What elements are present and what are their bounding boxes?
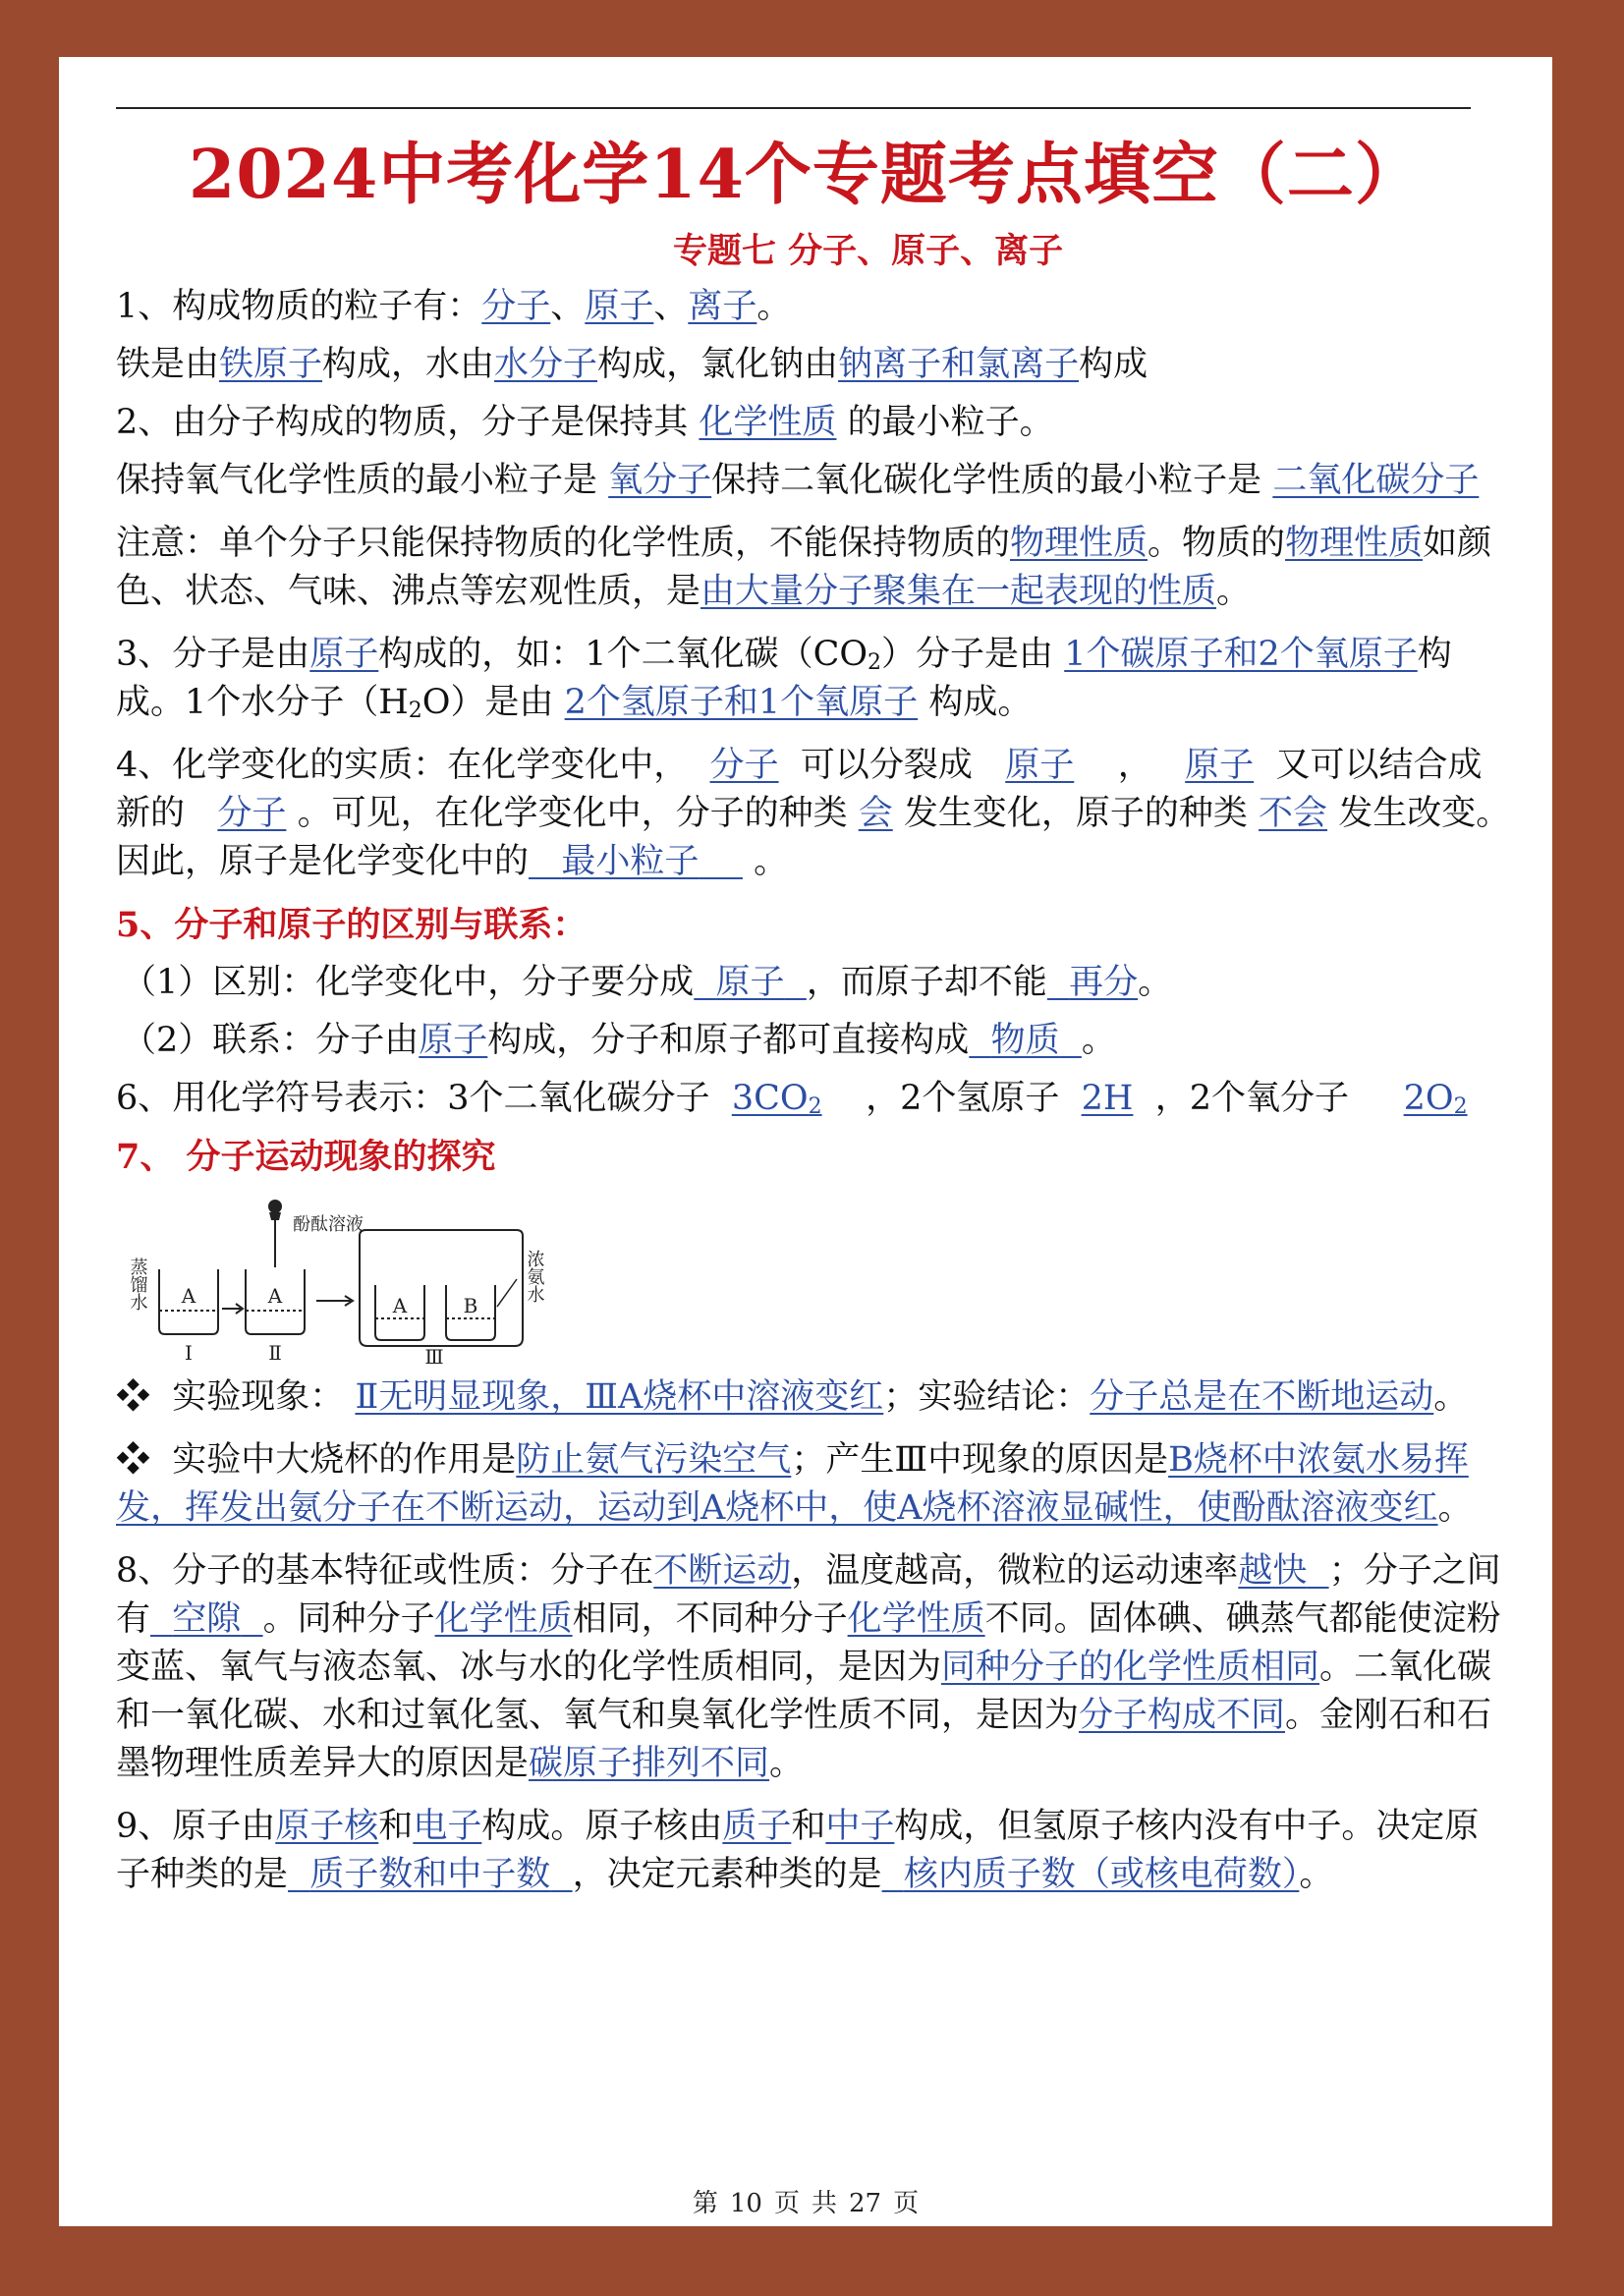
answer: 分子 — [481, 287, 551, 326]
answer-text: 原子 — [715, 963, 785, 1002]
answer: 物理性质 — [1285, 524, 1424, 563]
q5-heading: 5、分子和原子的区别与联系： — [116, 905, 588, 945]
answer: 二氧化碳分子 — [1272, 461, 1480, 500]
answer: 同种分子的化学性质相同 — [941, 1648, 1320, 1687]
answer: Ⅱ无明显现象，ⅢA烧杯中溶液变红 — [355, 1377, 884, 1417]
answer-text: 物质 — [990, 1021, 1060, 1060]
answer: 由大量分子聚集在一起表现的性质 — [700, 572, 1217, 611]
bullet-icon: ❖ — [116, 1377, 151, 1417]
footer-text: 页 — [893, 2189, 920, 2218]
text: 。 — [769, 1744, 805, 1783]
text: 。 — [756, 287, 792, 326]
text: 保持氧气化学性质的最小粒子是 — [116, 461, 598, 500]
dropper-bulb — [268, 1200, 282, 1213]
answer: 不会 — [1259, 794, 1328, 833]
answer: 钠离子和氯离子 — [838, 345, 1080, 384]
footer-text: 共 — [812, 2189, 838, 2218]
answer — [529, 842, 743, 881]
worksheet-content — [116, 283, 1511, 1914]
text: 。 — [754, 842, 789, 881]
answer: 化学性质 — [847, 1599, 985, 1639]
water-label: 蒸馏水 — [127, 1258, 148, 1311]
text: 和 — [378, 1807, 414, 1846]
text: 。 — [1433, 1377, 1469, 1417]
dropper-neck — [269, 1212, 281, 1220]
text: 。二氧化碳和一氧化碳、水和过氧化氢、氧气和臭氧化学性质不同，是因为 — [116, 1648, 1492, 1735]
subscript: 2 — [808, 1094, 822, 1119]
answer: 1个碳原子和2个氧原子 — [1064, 635, 1418, 674]
answer: 氧分子 — [608, 461, 712, 500]
answer: 原子核 — [275, 1807, 379, 1846]
answer — [150, 1599, 263, 1639]
q1-line2 — [116, 341, 1511, 389]
page-number: 10 — [729, 2189, 762, 2218]
answer: 会 — [858, 794, 893, 833]
subscript: 2 — [408, 699, 422, 723]
text: 。 — [1437, 1488, 1473, 1528]
q3 — [116, 631, 1511, 727]
text: 实验中大烧杯的作用是 — [172, 1440, 517, 1480]
answer: 碳原子排列不同 — [529, 1744, 770, 1783]
text: ；产生Ⅲ中现象的原因是 — [791, 1440, 1169, 1480]
answer-text: 空隙 — [172, 1599, 242, 1639]
q1-line1 — [116, 283, 1511, 331]
text: 和 — [791, 1807, 826, 1846]
text: 。 — [1299, 1855, 1334, 1894]
bullet-icon: ❖ — [116, 1440, 151, 1480]
text: O）是由 — [421, 683, 554, 722]
text: 2、由分子构成的物质，分子是保持其 — [116, 403, 689, 442]
text: ，2个氧分子 — [1154, 1079, 1349, 1118]
text: 构成，分子和原子都可直接构成 — [487, 1021, 970, 1060]
answer: 2H — [1081, 1079, 1134, 1118]
label-2: Ⅱ — [268, 1341, 282, 1364]
answer — [969, 1021, 1082, 1060]
text: 构成，水由 — [322, 345, 495, 384]
text: ；分子之间有 — [116, 1551, 1501, 1639]
answer: 水分子 — [494, 345, 598, 384]
answer: 电子 — [413, 1807, 482, 1846]
answer: 铁原子 — [219, 345, 323, 384]
document-page — [59, 57, 1552, 2226]
q2-note — [116, 520, 1511, 616]
text: 1、构成物质的粒子有： — [116, 287, 482, 326]
subscript: 2 — [1453, 1094, 1468, 1119]
text: ；实验结论： — [883, 1377, 1091, 1417]
text: ）分子是由 — [881, 635, 1054, 674]
q4 — [116, 742, 1511, 886]
beaker-diagram — [120, 1191, 552, 1364]
text: 保持二氧化碳化学性质的最小粒子是 — [711, 461, 1262, 500]
answer — [694, 963, 807, 1002]
page-footer — [59, 2183, 1552, 2219]
answer: 原子 — [1005, 746, 1075, 785]
answer: 分子构成不同 — [1079, 1696, 1286, 1735]
text: 构成，但氢原子核内没有中子。决定原子种类的是 — [116, 1807, 1480, 1894]
answer: 化学性质 — [434, 1599, 573, 1639]
answer: 分子总是在不断地运动 — [1090, 1377, 1434, 1417]
text: 相同，不同种分子 — [572, 1599, 848, 1639]
large-beaker — [360, 1230, 523, 1346]
indicator-label: 酚酞溶液 — [293, 1214, 364, 1235]
answer: 原子 — [419, 1021, 488, 1060]
text: 、 — [550, 287, 586, 326]
q2-line2 — [116, 457, 1511, 505]
answer: 分子 — [709, 746, 779, 785]
footer-text: 第 — [692, 2189, 718, 2218]
text: 、 — [653, 287, 689, 326]
answer — [288, 1855, 573, 1894]
text: ，决定元素种类的是 — [572, 1855, 882, 1894]
text: 。 — [1081, 1021, 1116, 1060]
text: 。 — [1216, 572, 1252, 611]
answer — [882, 1855, 1300, 1894]
answer: 2个氢原子和1个氧原子 — [564, 683, 919, 722]
q8 — [116, 1547, 1511, 1788]
answer: 物理性质 — [1010, 524, 1148, 563]
text: 。可见，在化学变化中，分子的种类 — [297, 794, 848, 833]
footer-text: 页 — [773, 2189, 800, 2218]
ammonia-pointer — [497, 1279, 517, 1307]
text: 又可以结合成新的 — [116, 746, 1483, 833]
text: 9、原子由 — [116, 1807, 276, 1846]
answer: 中子 — [825, 1807, 895, 1846]
q6 — [116, 1075, 1511, 1123]
text: ， — [1117, 746, 1152, 785]
q9 — [116, 1803, 1511, 1899]
answer: 防止氨气污染空气 — [516, 1440, 792, 1480]
text: 构成 — [1079, 345, 1148, 384]
label-1: Ⅰ — [185, 1341, 193, 1364]
q7-heading: 7、 分子运动现象的探究 — [116, 1137, 496, 1177]
beaker-a-label: A — [392, 1294, 408, 1317]
text: 的最小粒子。 — [847, 403, 1054, 442]
q7-bullet2 — [116, 1436, 1511, 1533]
answer-text: 再分 — [1069, 963, 1139, 1002]
topic-subtitle: 专题七 分子、原子、离子 — [673, 231, 1064, 271]
text: 构成。 — [928, 683, 1033, 722]
text: 发生变化，原子的种类 — [903, 794, 1248, 833]
text: 6、用化学符号表示：3个二氧化碳分子 — [116, 1079, 710, 1118]
answer-text: 2O — [1403, 1079, 1454, 1118]
text: 。金刚石和石墨物理性质差异大的原因是 — [116, 1696, 1492, 1783]
text: ，温度越高，微粒的运动速率 — [791, 1551, 1239, 1591]
text: 构成的，如：1个二氧化碳（CO — [378, 635, 868, 674]
answer-text: 越快 — [1238, 1551, 1308, 1591]
beaker-2-label: A — [267, 1284, 283, 1308]
answer: 原子 — [585, 287, 654, 326]
ammonia-label: 浓氨水 — [524, 1250, 545, 1303]
answer-text: 核内质子数（或核电荷数） — [903, 1855, 1300, 1894]
answer: 原子 — [309, 635, 379, 674]
header-rule — [116, 107, 1471, 109]
q7-bullet1 — [116, 1373, 1511, 1422]
text: 3、分子是由 — [116, 635, 310, 674]
text: 实验现象： — [172, 1377, 345, 1417]
answer-text: 3CO — [731, 1079, 809, 1118]
text: 8、分子的基本特征或性质：分子在 — [116, 1551, 654, 1591]
text: 发生改变。因此，原子是化学变化中的 — [116, 794, 1511, 881]
answer-text: 质子数和中子数 — [309, 1855, 551, 1894]
text: 4、化学变化的实质：在化学变化中， — [116, 746, 689, 785]
text: ，而原子却不能 — [806, 963, 1047, 1002]
text: 。同种分子 — [262, 1599, 435, 1639]
answer: 离子 — [688, 287, 757, 326]
answer: 化学性质 — [699, 403, 837, 442]
q5-line1 — [116, 959, 1511, 1007]
text: 如颜色、状态、气味、沸点等宏观性质，是 — [116, 524, 1492, 611]
q2-line1 — [116, 399, 1511, 447]
text: ，2个氢原子 — [866, 1079, 1060, 1118]
text: 。物质的 — [1148, 524, 1286, 563]
text: 可以分裂成 — [800, 746, 973, 785]
answer — [1047, 963, 1138, 1002]
answer: 分子 — [217, 794, 287, 833]
answer — [1238, 1551, 1328, 1591]
page-title: 2024中考化学14个专题考点填空（二） — [189, 136, 1423, 214]
answer-text: 最小粒子 — [561, 842, 700, 881]
page-total: 27 — [849, 2189, 882, 2218]
text: 构成。原子核由 — [481, 1807, 723, 1846]
experiment-figure — [120, 1191, 1511, 1364]
text: （1）区别：化学变化中，分子要分成 — [122, 963, 695, 1002]
beaker-1-label: A — [181, 1284, 196, 1308]
text: 不同。固体碘、碘蒸气都能使淀粉变蓝、氧气与液态氧、冰与水的化学性质相同，是因为 — [116, 1599, 1501, 1687]
answer: 不断运动 — [653, 1551, 792, 1591]
text: 铁是由 — [116, 345, 220, 384]
answer: 原子 — [1185, 746, 1255, 785]
text: 注意：单个分子只能保持物质的化学性质，不能保持物质的 — [116, 524, 1011, 563]
answer: B烧杯中浓氨水易挥发，挥发出氨分子在不断运动，运动到A烧杯中，使A烧杯溶液显碱性，使酚酞溶液变红 — [116, 1440, 1469, 1528]
text: 构成。1个水分子（H — [116, 635, 1452, 722]
label-3: Ⅲ — [424, 1345, 444, 1364]
beaker-b-label: B — [463, 1294, 478, 1317]
q5-line2 — [116, 1017, 1511, 1065]
answer — [1404, 1079, 1468, 1118]
answer — [732, 1079, 822, 1118]
text: （2）联系：分子由 — [122, 1021, 420, 1060]
answer: 质子 — [722, 1807, 792, 1846]
text: 。 — [1138, 963, 1173, 1002]
subscript: 2 — [868, 650, 882, 675]
text: 构成，氯化钠由 — [597, 345, 839, 384]
